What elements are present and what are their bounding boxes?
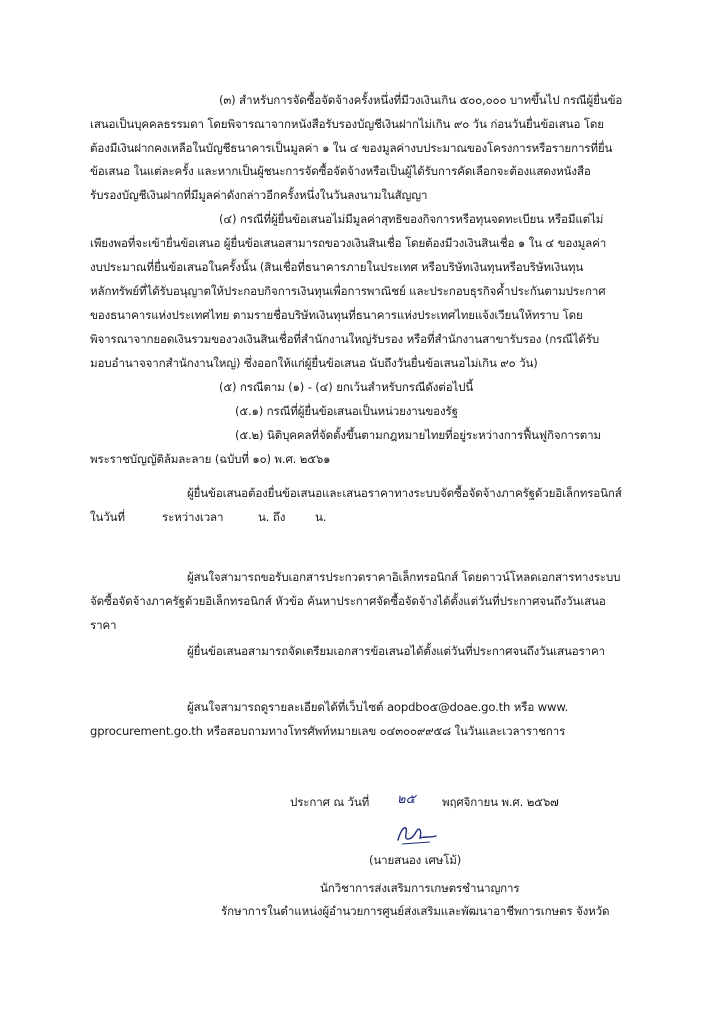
paragraph-4-line: พิจารณาจากยอดเงินรวมของวงเงินสินเชื่อที่สำนักงานใหญ่รับรอง หรือที่สำนักงานสาขารับรอง (กรณีได้รับ bbox=[90, 332, 600, 346]
signature-mark bbox=[392, 820, 440, 850]
submission-day-label: ในวันที่ bbox=[90, 510, 125, 524]
paragraph-4-line: เพียงพอที่จะเข้ายื่นข้อเสนอ ผู้ยื่นข้อเสนอสามารถขอวงเงินสินเชื่อ โดยต้องมีวงเงินสินเชื่อ ๑ ใน ๔ ของมูลค่า bbox=[90, 236, 607, 250]
item-5-2-line: พระราชบัญญัติล้มละลาย (ฉบับที่ ๑๐) พ.ศ. ๒๕๖๑ bbox=[90, 452, 331, 466]
paragraph-4-line: (๔) กรณีที่ผู้ยื่นข้อเสนอไม่มีมูลค่าสุทธิของกิจการหรือทุนจดทะเบียน หรือมีแต่ไม่ bbox=[219, 212, 604, 226]
announce-day-handwritten: ๒๕ bbox=[397, 792, 416, 807]
contact-line: ผู้สนใจสามารถดูรายละเอียดได้ที่เว็บไซต์ aopdbo๕@doae.go.th หรือ www. bbox=[187, 700, 569, 714]
item-5: (๕) กรณีตาม (๑) - (๔) ยกเว้นสำหรับกรณีดังต่อไปนี้ bbox=[219, 380, 474, 394]
prepare-line: ผู้ยื่นข้อเสนอสามารถจัดเตรียมเอกสารข้อเสนอได้ตั้งแต่วันที่ประกาศจนถึงวันเสนอราคา bbox=[187, 644, 606, 658]
submission-time-unit: น. ถึง bbox=[258, 510, 286, 524]
paragraph-4-line: งบประมาณที่ยื่นข้อเสนอในครั้งนั้น (สินเชื่อที่ธนาคารภายในประเทศ หรือบริษัทเงินทุนหรือบริษัทเงินทุน bbox=[90, 260, 584, 274]
documents-line: ราคา bbox=[90, 618, 117, 632]
contact-line: gprocurement.go.th หรือสอบถามทางโทรศัพท์หมายเลข ๐๔๓๐๐๙๙๕๘ ในวันและเวลาราชการ bbox=[90, 724, 566, 738]
submission-time-label: ระหว่างเวลา bbox=[162, 510, 224, 524]
submission-time-unit: น. bbox=[315, 510, 327, 524]
documents-line: ผู้สนใจสามารถขอรับเอกสารประกวดราคาอิเล็กทรอนิกส์ โดยดาวน์โหลดเอกสารทางระบบ bbox=[187, 570, 621, 584]
paragraph-4-line: หลักทรัพย์ที่ได้รับอนุญาตให้ประกอบกิจการเงินทุนเพื่อการพาณิชย์ และประกอบธุรกิจค้ำประกันตามประกาศ bbox=[90, 284, 606, 298]
paragraph-4-line: มอบอำนาจจากสำนักงานใหญ่) ซึ่งออกให้แก่ผู้ยื่นข้อเสนอ นับถึงวันยื่นข้อเสนอไม่เกิน ๙๐ วัน) bbox=[90, 356, 538, 370]
item-5-1: (๕.๑) กรณีที่ผู้ยื่นข้อเสนอเป็นหน่วยงานของรัฐ bbox=[235, 404, 458, 418]
signer-position: นักวิชาการส่งเสริมการเกษตรชำนาญการ bbox=[320, 881, 520, 895]
paragraph-3-line: รับรองบัญชีเงินฝากที่มีมูลค่าดังกล่าวอีกครั้งหนึ่งในวันลงนามในสัญญา bbox=[90, 188, 428, 202]
paragraph-3-line: ข้อเสนอ ในแต่ละครั้ง และหากเป็นผู้ชนะการจัดซื้อจัดจ้างหรือเป็นผู้ได้รับการคัดเลือกจะต้องแสดงหนังสือ bbox=[90, 164, 591, 178]
documents-line: จัดซื้อจัดจ้างภาครัฐด้วยอิเล็กทรอนิกส์ หัวข้อ ค้นหาประกาศจัดซื้อจัดจ้างได้ตั้งแต่วันที่ประกาศจนถึงวันเสนอ bbox=[90, 594, 606, 608]
item-5-2-line: (๕.๒) นิติบุคคลที่จัดตั้งขึ้นตามกฎหมายไทยที่อยู่ระหว่างการฟื้นฟูกิจการตาม bbox=[235, 428, 602, 442]
paragraph-3-line: เสนอเป็นบุคคลธรรมดา โดยพิจารณาจากหนังสือรับรองบัญชีเงินฝากไม่เกิน ๙๐ วัน ก่อนวันยื่นข้อเสนอ โดย bbox=[90, 117, 604, 131]
paragraph-4-line: ของธนาคารแห่งประเทศไทย ตามรายชื่อบริษัทเงินทุนที่ธนาคารแห่งประเทศไทยแจ้งเวียนให้ทราบ โดย bbox=[90, 308, 583, 322]
paragraph-3-line: ต้องมีเงินฝากคงเหลือในบัญชีธนาคารเป็นมูลค่า ๑ ใน ๔ ของมูลค่างบประมาณของโครงการหรือรายการที่ยื่น bbox=[90, 141, 613, 155]
submission-line: ผู้ยื่นข้อเสนอต้องยื่นข้อเสนอและเสนอราคาทางระบบจัดซื้อจัดจ้างภาครัฐด้วยอิเล็กทรอนิกส์ bbox=[187, 486, 622, 500]
signer-acting: รักษาการในตำแหน่งผู้อำนวยการศูนย์ส่งเสริมและพัฒนาอาชีพการเกษตร จังหวัด bbox=[221, 904, 610, 918]
announce-month-year: พฤศจิกายน พ.ศ. ๒๕๖๗ bbox=[442, 795, 559, 809]
paragraph-3-line: (๓) สำหรับการจัดซื้อจัดจ้างครั้งหนึ่งที่มีวงเงินเกิน ๕๐๐,๐๐๐ บาทขึ้นไป กรณีผู้ยื่นข้อ bbox=[219, 93, 623, 107]
signer-name: (นายสนอง เศษโม้) bbox=[369, 853, 462, 867]
announce-label: ประกาศ ณ วันที่ bbox=[290, 795, 370, 809]
